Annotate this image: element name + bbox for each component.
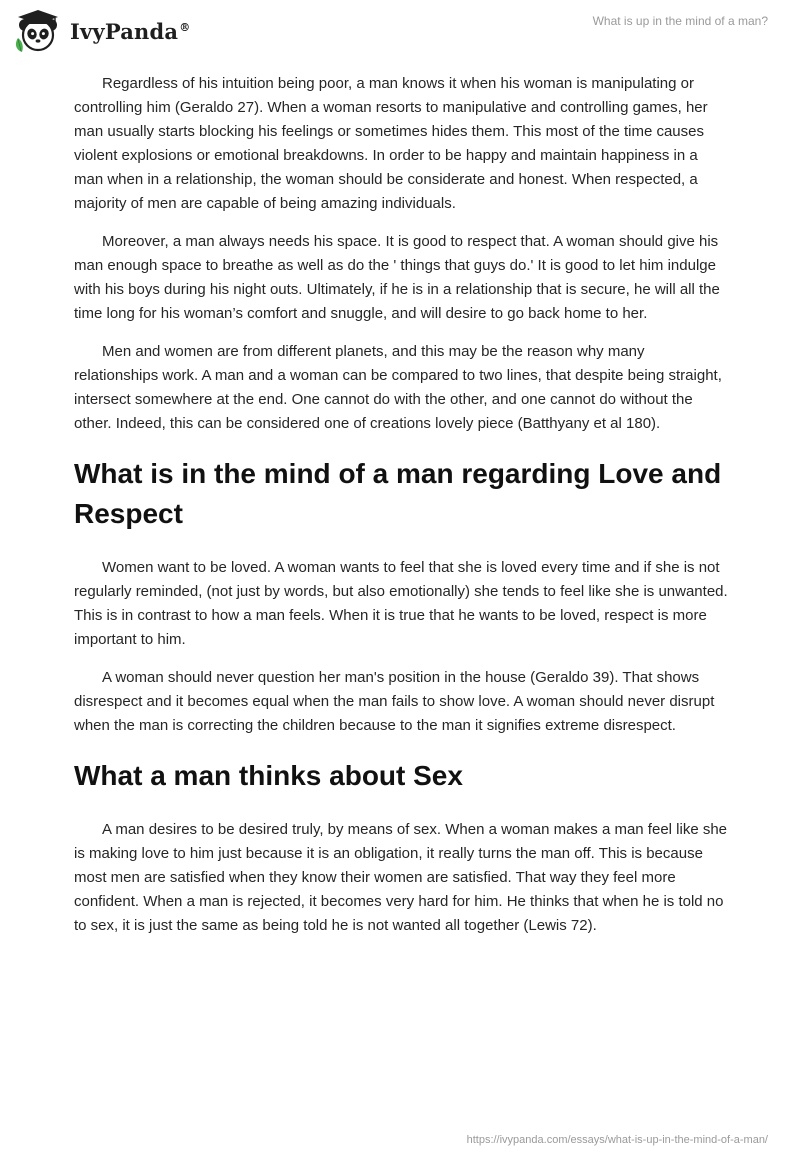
ivypanda-logo[interactable] bbox=[14, 8, 190, 54]
panda-graduate-icon bbox=[14, 8, 62, 54]
essay-content bbox=[74, 72, 728, 952]
paragraph: A woman should never question her man's position in the house (Geraldo 39). That shows disrespect and it becomes equal when the man fails to show love. A woman should never disrupt when the man is correcting the children because to the man it signifies extreme disrespect. bbox=[74, 669, 715, 734]
section-heading-sex: What a man thinks about Sex bbox=[74, 760, 463, 791]
paragraph: Men and women are from different planets, and this may be the reason why many relationships work. A man and a woman can be compared to two lines, that despite being straight, intersect somewhere at the end. One cannot do with the other, and one cannot do without the other. Indeed, this can be considered one of creations lovely piece (Batthyany et al 180). bbox=[74, 343, 722, 432]
document-title: What is up in the mind of a man? bbox=[592, 14, 768, 28]
registered-mark: ® bbox=[179, 20, 191, 34]
source-url[interactable]: https://ivypanda.com/essays/what-is-up-in-the-mind-of-a-man/ bbox=[466, 1134, 768, 1146]
paragraph: Regardless of his intuition being poor, a man knows it when his woman is manipulating or controlling him (Geraldo 27). When a woman resorts to manipulative and controlling games, her man usually starts blocking his feelings or sometimes hides them. This most of the time causes violent explosions or emotional breakdowns. In order to be happy and maintain happiness in a man when in a relationship, the woman should be considerate and honest. When respected, a majority of men are capable of being amazing individuals. bbox=[74, 75, 708, 212]
page-header bbox=[0, 0, 800, 60]
brand-name: IvyPanda bbox=[70, 18, 179, 44]
section-heading-love-respect: What is in the mind of a man regarding Love and Respect bbox=[74, 458, 722, 529]
paragraph: A man desires to be desired truly, by means of sex. When a woman makes a man feel like she is making love to him just because it is an obligation, it really turns the man off. This is because most men are satisfied when they know their women are satisfied. That way they feel more confident. When a man is rejected, it becomes very hard for him. He thinks that when he is told no to sex, it is just the same as being told he is not wanted all together (Lewis 72). bbox=[74, 821, 728, 934]
paragraph: Women want to be loved. A woman wants to feel that she is loved every time and if she is not regularly reminded, (not just by words, but also emotionally) she tends to feel like she is unwanted. This is in contrast to how a man feels. When it is true that he wants to be loved, respect is more important to him. bbox=[74, 559, 728, 648]
paragraph: Moreover, a man always needs his space. It is good to respect that. A woman should give his man enough space to breathe as well as do the ' things that guys do.' It is good to let him indulge with his boys during his night outs. Ultimately, if he is in a relationship that is secure, he will all the time long for his woman’s comfort and snuggle, and will desire to go back home to her. bbox=[74, 233, 720, 322]
